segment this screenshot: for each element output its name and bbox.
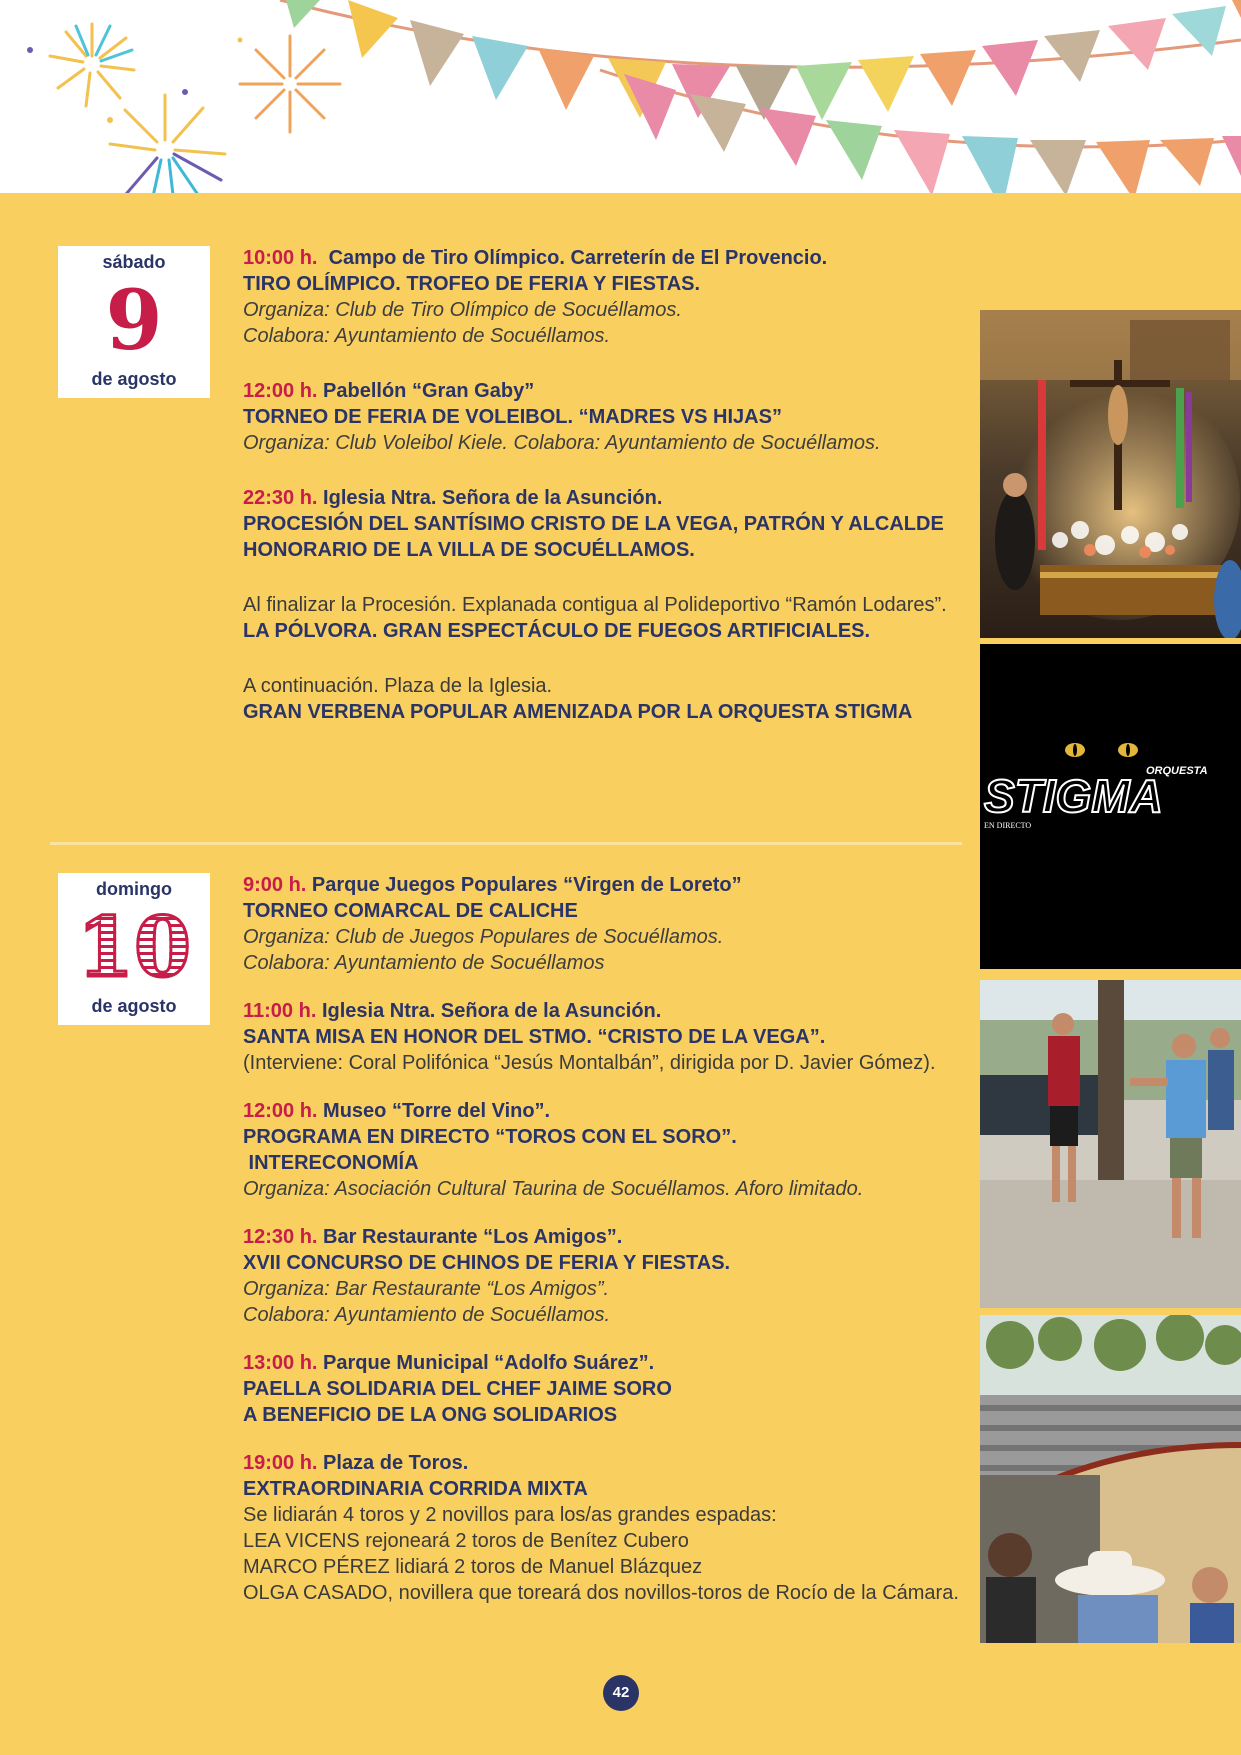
- stigma-poster: [980, 644, 1241, 969]
- weekday-label: domingo: [96, 879, 172, 899]
- event-time: 12:30 h.: [243, 1226, 318, 1248]
- event-title: TORNEO DE FERIA DE VOLEIBOL. “MADRES VS HIJAS”: [243, 406, 782, 428]
- event-item: [243, 1350, 973, 1428]
- event-time: 12:00 h.: [243, 1100, 318, 1122]
- event-note: Colabora: Ayuntamiento de Socuéllamos.: [243, 1304, 611, 1326]
- event-item: [243, 872, 973, 976]
- event-title: EXTRAORDINARIA CORRIDA MIXTA: [243, 1478, 588, 1500]
- stigma-sub-text: EN DIRECTO: [984, 821, 1032, 830]
- event-place: Iglesia Ntra. Señora de la Asunción.: [317, 487, 663, 509]
- event-intro: Al finalizar la Procesión. Explanada contigua al Polideportivo “Ramón Lodares”.: [243, 594, 947, 616]
- event-title: XVII CONCURSO DE CHINOS DE FERIA Y FIESTAS.: [243, 1252, 731, 1274]
- procession-photo: [980, 310, 1241, 638]
- event-place: Parque Municipal “Adolfo Suárez”.: [317, 1352, 655, 1374]
- event-title: A BENEFICIO DE LA ONG SOLIDARIOS: [243, 1404, 618, 1426]
- event-item: [243, 1450, 973, 1606]
- events-sunday: [243, 872, 973, 1606]
- event-place: Campo de Tiro Olímpico. Carreterín de El Provencio.: [317, 247, 828, 269]
- page-number: 42: [603, 1675, 639, 1711]
- event-title: GRAN VERBENA POPULAR AMENIZADA POR LA ORQUESTA STIGMA: [243, 701, 913, 723]
- event-note: (Interviene: Coral Polifónica “Jesús Montalbán”, dirigida por D. Javier Gómez).: [243, 1052, 936, 1074]
- event-item: [243, 998, 973, 1076]
- event-intro: A continuación. Plaza de la Iglesia.: [243, 675, 553, 697]
- day-number: 9: [105, 273, 163, 369]
- event-note: Colabora: Ayuntamiento de Socuéllamos: [243, 952, 605, 974]
- events-saturday: [243, 245, 973, 725]
- stigma-logo: STIGMA: [984, 770, 1163, 822]
- event-time: 11:00 h.: [243, 1000, 317, 1022]
- event-time: 12:00 h.: [243, 380, 318, 402]
- event-place: Plaza de Toros.: [317, 1452, 469, 1474]
- event-item: [243, 673, 973, 725]
- section-divider: [50, 842, 962, 845]
- month-label: de agosto: [91, 369, 177, 389]
- event-title: TORNEO COMARCAL DE CALICHE: [243, 900, 578, 922]
- event-detail-line: Se lidiarán 4 toros y 2 novillos para los/as grandes espadas:: [243, 1504, 777, 1526]
- event-note: Organiza: Club Voleibol Kiele. Colabora: Ayuntamiento de Socuéllamos.: [243, 432, 881, 454]
- caliche-game-photo: [980, 980, 1241, 1308]
- date-card-saturday: [58, 246, 210, 398]
- event-detail-line: LEA VICENS rejoneará 2 toros de Benítez Cubero: [243, 1530, 689, 1552]
- event-place: Museo “Torre del Vino”.: [317, 1100, 551, 1122]
- event-time: 9:00 h.: [243, 874, 307, 896]
- weekday-label: sábado: [102, 252, 166, 272]
- event-item: [243, 1224, 973, 1328]
- event-place: Iglesia Ntra. Señora de la Asunción.: [316, 1000, 662, 1022]
- event-detail-line: MARCO PÉREZ lidiará 2 toros de Manuel Blázquez: [243, 1556, 703, 1578]
- event-title: LA PÓLVORA. GRAN ESPECTÁCULO DE FUEGOS ARTIFICIALES.: [243, 620, 871, 642]
- event-note: Organiza: Club de Tiro Olímpico de Socuéllamos.: [243, 299, 682, 321]
- month-label: de agosto: [91, 996, 177, 1016]
- event-detail-line: OLGA CASADO, novillera que toreará dos novillos-toros de Rocío de la Cámara.: [243, 1582, 959, 1604]
- event-note: Organiza: Bar Restaurante “Los Amigos”.: [243, 1278, 610, 1300]
- event-title: PAELLA SOLIDARIA DEL CHEF JAIME SORO: [243, 1378, 672, 1400]
- event-title: PROGRAMA EN DIRECTO “TOROS CON EL SORO”.: [243, 1126, 737, 1148]
- event-item: [243, 1098, 973, 1202]
- bullring-photo: [980, 1315, 1241, 1643]
- stigma-top-text: ORQUESTA: [1146, 765, 1208, 777]
- day-number: 10: [58, 903, 210, 993]
- event-item: [243, 245, 973, 349]
- event-place: Parque Juegos Populares “Virgen de Loreto”: [306, 874, 742, 896]
- event-note: Organiza: Asociación Cultural Taurina de Socuéllamos. Aforo limitado.: [243, 1178, 864, 1200]
- event-title: HONORARIO DE LA VILLA DE SOCUÉLLAMOS.: [243, 539, 695, 561]
- event-note: Organiza: Club de Juegos Populares de Socuéllamos.: [243, 926, 724, 948]
- event-title: SANTA MISA EN HONOR DEL STMO. “CRISTO DE LA VEGA”.: [243, 1026, 826, 1048]
- event-time: 10:00 h.: [243, 247, 318, 269]
- event-place: Pabellón “Gran Gaby”: [317, 380, 535, 402]
- event-title: PROCESIÓN DEL SANTÍSIMO CRISTO DE LA VEGA, PATRÓN Y ALCALDE: [243, 513, 944, 535]
- event-title: INTERECONOMÍA: [243, 1152, 419, 1174]
- event-item: [243, 485, 973, 563]
- date-card-sunday: [58, 873, 210, 1025]
- event-time: 19:00 h.: [243, 1452, 318, 1474]
- event-time: 13:00 h.: [243, 1352, 318, 1374]
- event-note: Colabora: Ayuntamiento de Socuéllamos.: [243, 325, 611, 347]
- bunting-icon: [0, 0, 1241, 193]
- top-banner: [0, 0, 1241, 193]
- event-time: 22:30 h.: [243, 487, 318, 509]
- event-item: [243, 592, 973, 644]
- event-item: [243, 378, 973, 456]
- event-place: Bar Restaurante “Los Amigos”.: [317, 1226, 623, 1248]
- event-title: TIRO OLÍMPICO. TROFEO DE FERIA Y FIESTAS.: [243, 273, 701, 295]
